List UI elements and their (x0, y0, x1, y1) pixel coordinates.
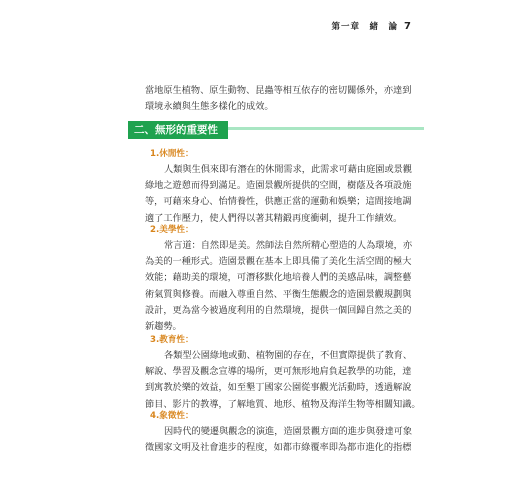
paragraph-line: 為美的一種形式。造園景觀在基本上即具備了美化生活空間的極大 (145, 256, 412, 268)
subsection-paragraph (145, 162, 415, 227)
paragraph-line: 各類型公園綠地或動、植物園的存在，不但實際提供了教育、 (164, 350, 413, 361)
paragraph-line: 適了工作壓力，使人們得以著其精鍛再度衝刺，提升工作績效。 (145, 212, 403, 224)
paragraph-line: 效能；藉助美的環境，可潛移默化地培養人們的美感品味，調整藝 (145, 272, 412, 284)
paragraph-line: 設計，更為當今被過度利用的自然環境，提供一個回歸自然之美的 (145, 304, 412, 316)
section-heading: 二、無形的重要性 (128, 121, 228, 139)
paragraph-line: 綠地之遊憩而得到滿足。造園景觀所提供的空間，樹蔭及各項設施 (145, 180, 412, 192)
paragraph-line: 節目、影片的教導，了解地質、地形、植物及海洋生物等相關知識。 (145, 398, 421, 410)
subsection-paragraph (145, 424, 415, 456)
paragraph-line: 新趨勢。 (145, 321, 182, 333)
intro-paragraph (145, 83, 415, 115)
subsection-heading: 4.象徵性： (150, 411, 194, 421)
paragraph-line: 解說、學習及觀念宣導的場所，更可無形地肩負起教學的功能，達 (145, 366, 412, 378)
paragraph-line: 因時代的變遷與觀念的演進，造園景觀方面的進步與發達可象 (164, 426, 413, 437)
paragraph-line: 常言道：自然即是美。然師法自然所精心塑造的人為環境，亦 (164, 240, 413, 251)
chapter-title: 第一章 緒 論 (331, 22, 399, 32)
subsection-paragraph (145, 238, 415, 335)
subsection-heading: 1.休閒性： (150, 149, 194, 159)
intro-line: 環境永續與生態多樣化的成效。 (145, 101, 274, 113)
subsection-paragraph (145, 348, 421, 413)
paragraph-line: 到寓教於樂的效益，如至墾丁國家公園從事觀光活動時，透過解說 (145, 382, 412, 394)
paragraph-line: 等，可藉來身心、怡情養性，供應正當的運動和娛樂；這間接地調 (145, 196, 412, 208)
intro-line: 當地原生植物、原生動物、昆蟲等相互依存的密切關係外，亦達到 (145, 85, 412, 96)
paragraph-line: 術氣質與修養。而融入尊重自然、平衡生態觀念的造園景觀規劃與 (145, 288, 412, 300)
subsection-heading: 2.美學性： (150, 225, 194, 235)
subsection-heading: 3.教育性： (150, 335, 194, 345)
running-header (332, 20, 412, 32)
page-number: 7 (404, 21, 412, 32)
paragraph-line: 人類與生俱來即有潛在的休閒需求，此需求可藉由庭園或景觀 (164, 164, 413, 175)
paragraph-line: 徵國家文明及社會進步的程度，如都市綠覆率即為都市進化的指標 (145, 442, 412, 454)
